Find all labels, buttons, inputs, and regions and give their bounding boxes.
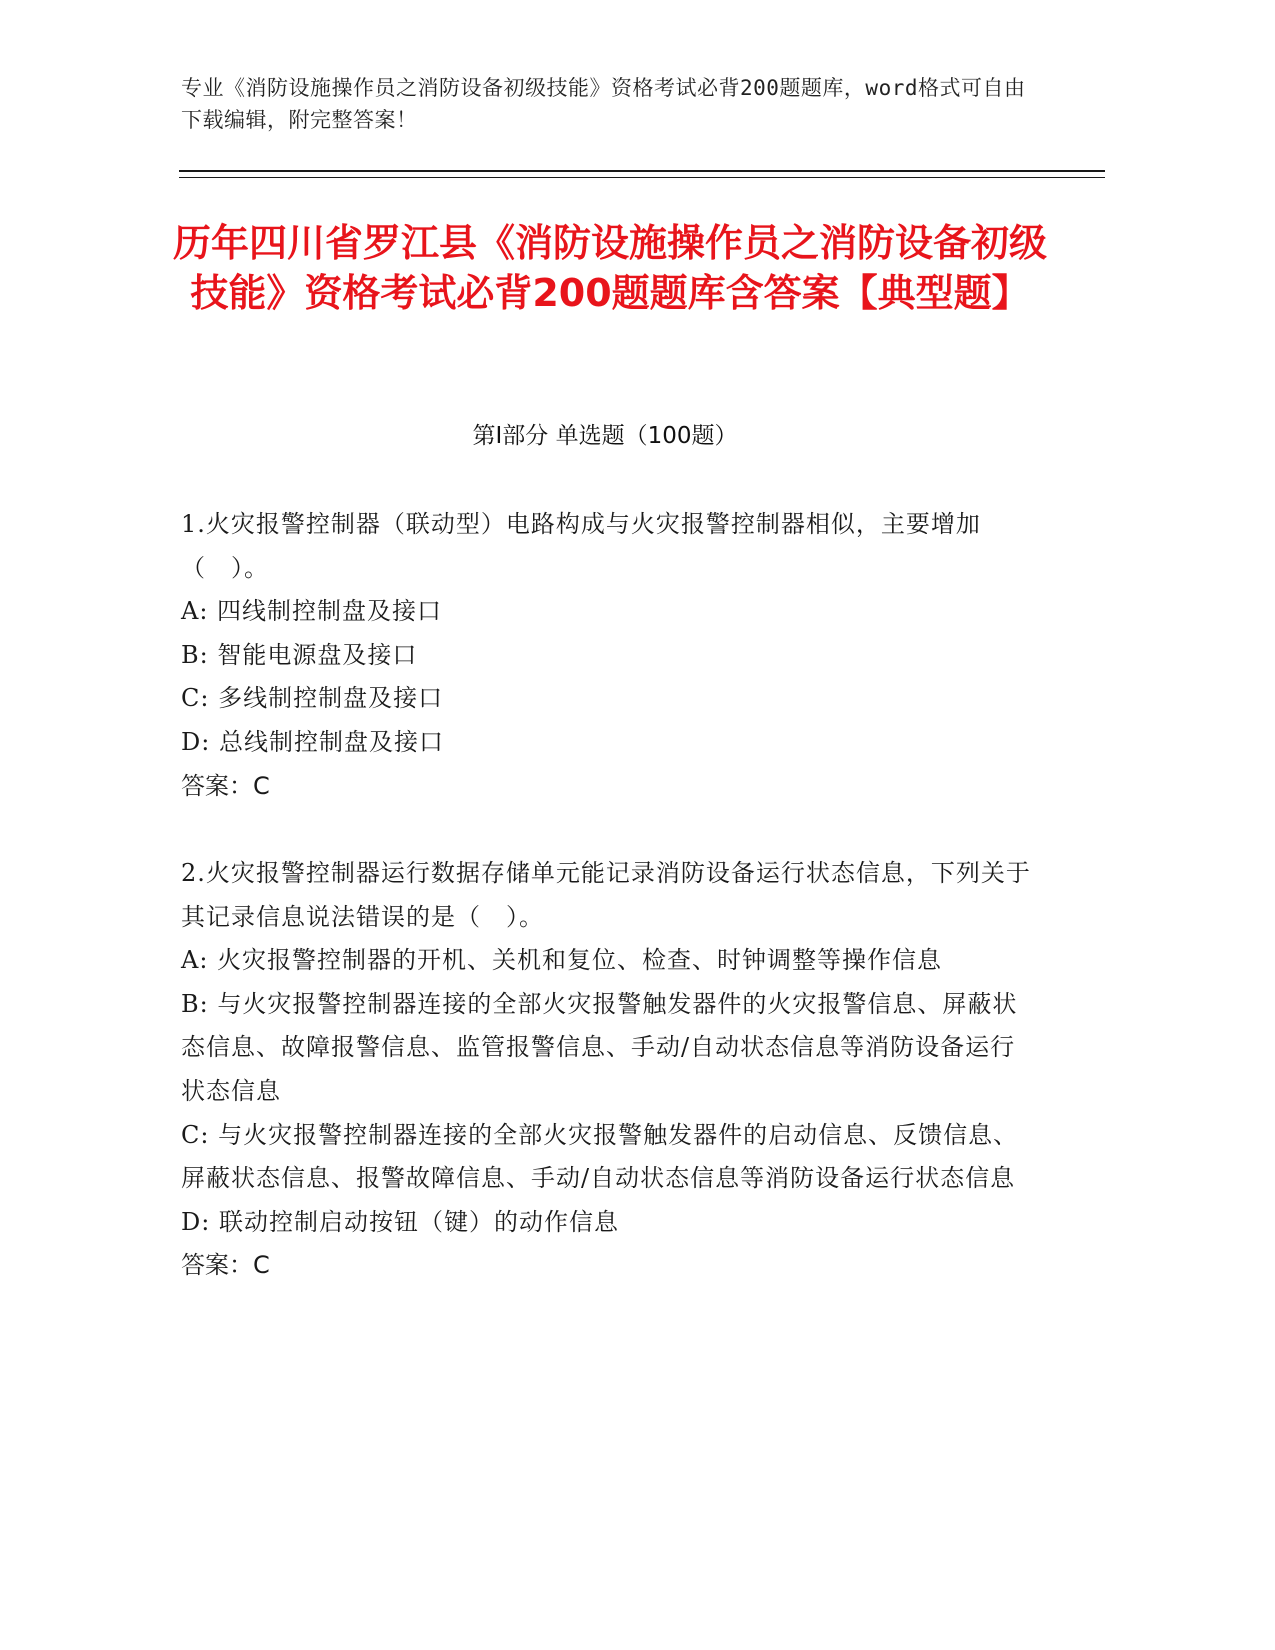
answer: 答案：C xyxy=(181,1251,270,1280)
section-title: 第I部分 单选题（100题） xyxy=(472,423,738,449)
answer: 答案：C xyxy=(181,771,270,800)
option-a: A: 四线制控制盘及接口 xyxy=(181,597,443,626)
document-title: 历年四川省罗江县《消防设施操作员之消防设备初级技能》资格考试必背200题题库含答案【典型题】 xyxy=(172,221,1047,315)
option-c: C: 与火灾报警控制器连接的全部火灾报警触发器件的启动信息、反馈信息、屏蔽状态信息、报警故障信息、手动/自动状态信息等消防设备运行状态信息 xyxy=(181,1120,1019,1193)
option-d: D: 联动控制启动按钮（键）的动作信息 xyxy=(181,1207,619,1236)
header-divider-thin xyxy=(179,177,1105,178)
header-note: 专业《消防设施操作员之消防设备初级技能》资格考试必背200题题库，word格式可自由下载编辑，附完整答案！ xyxy=(181,76,1026,132)
option-b: B: 智能电源盘及接口 xyxy=(181,640,418,669)
question-2 xyxy=(181,852,1031,1288)
option-a: A: 火灾报警控制器的开机、关机和复位、检查、时钟调整等操作信息 xyxy=(181,946,943,975)
question-1 xyxy=(181,503,1031,808)
option-d: D: 总线制控制盘及接口 xyxy=(181,727,444,756)
option-c: C: 多线制控制盘及接口 xyxy=(181,684,444,713)
question-stem: 1.火灾报警控制器（联动型）电路构成与火灾报警控制器相似，主要增加（ ）。 xyxy=(181,510,981,582)
option-b: B: 与火灾报警控制器连接的全部火灾报警触发器件的火灾报警信息、屏蔽状态信息、故障报警信息、监管报警信息、手动/自动状态信息等消防设备运行状态信息 xyxy=(181,989,1018,1105)
question-stem: 2.火灾报警控制器运行数据存储单元能记录消防设备运行状态信息，下列关于其记录信息说法错误的是（ ）。 xyxy=(181,859,1031,931)
header-divider-thick xyxy=(179,170,1105,172)
